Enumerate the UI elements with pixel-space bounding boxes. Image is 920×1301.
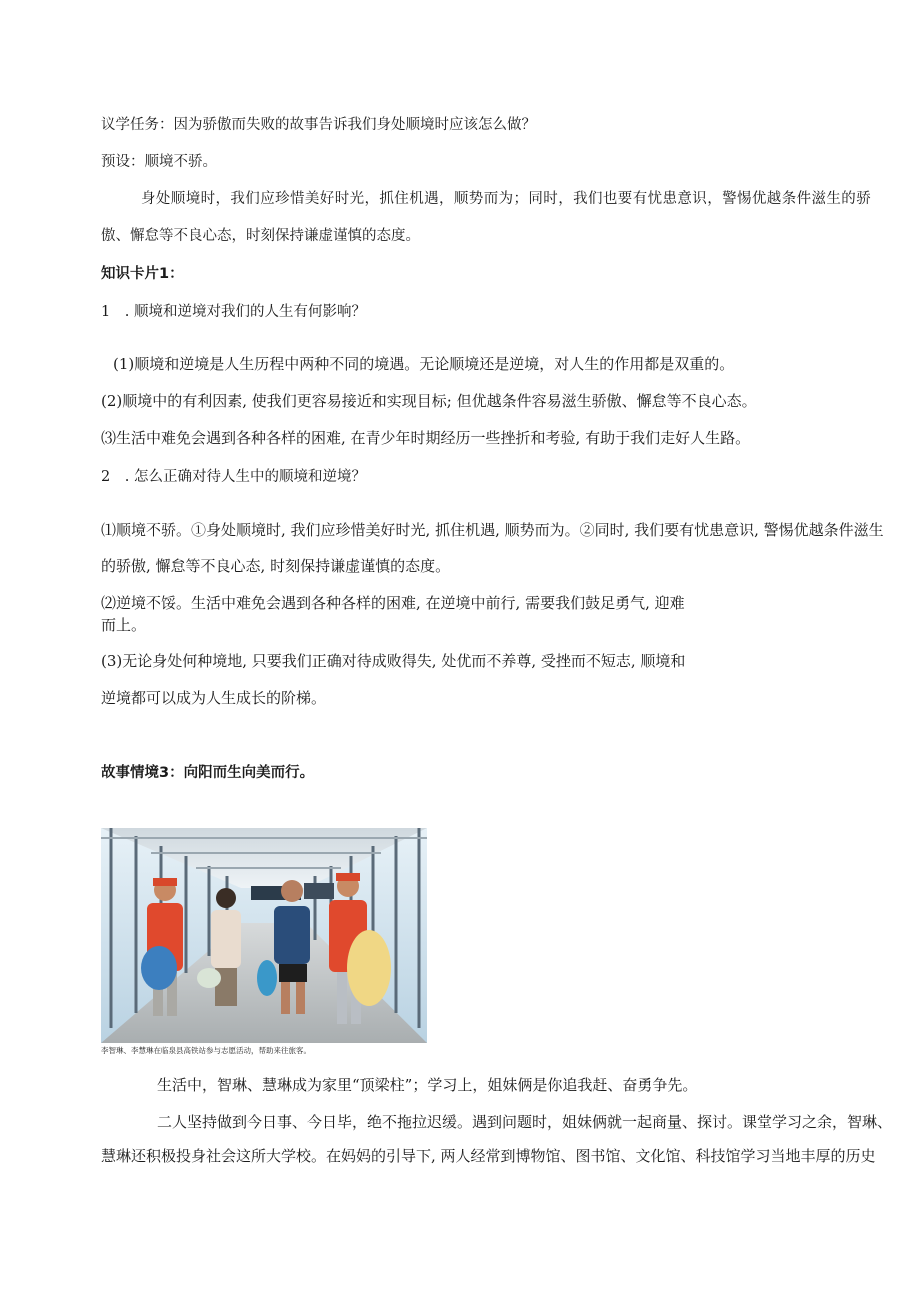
answer-line: (1)顺境和逆境是人生历程中两种不同的境遇。无论顺境还是逆境，对人生的作用都是双重的。 <box>113 355 735 373</box>
answer-line: ⑵逆境不馁。生活中难免会遇到各种各样的困难, 在逆境中前行, 需要我们鼓足勇气, 迎难 <box>101 594 685 612</box>
answer-line: ⑴顺境不骄。①身处顺境时, 我们应珍惜美好时光, 抓住机遇, 顺势而为。②同时, 我们要有忧患意识, 警惕优越条件滋生 <box>101 521 884 539</box>
paragraph-line: 身处顺境时，我们应珍惜美好时光，抓住机遇，顺势而为；同时，我们也要有忧患意识，警惕优越条件滋生的骄 <box>141 191 872 207</box>
answer-line: (3)无论身处何种境地, 只要我们正确对待成败得失, 处优而不养尊, 受挫而不短志, 顺境和 <box>101 652 686 670</box>
story-paragraph-line: 二人坚持做到今日事、今日毕，绝不拖拉迟缓。遇到问题时，姐妹俩就一起商量、探讨。课堂学习之余，智琳、 <box>157 1113 893 1131</box>
knowledge-card-title: 知识卡片1： <box>101 266 184 282</box>
photo-caption: 李智琳、李慧琳在临泉县高铁站参与志愿活动，帮助来往旅客。 <box>101 1046 311 1055</box>
task-line: 议学任务：因为骄傲而失败的故事告诉我们身处顺境时应该怎么做？ <box>101 117 536 133</box>
question-2: 2 . 怎么正确对待人生中的顺境和逆境？ <box>101 469 366 485</box>
story-title: 故事情境3：向阳而生向美而行。 <box>101 765 315 781</box>
paragraph-line: 傲、懈怠等不良心态，时刻保持谦虚谨慎的态度。 <box>101 228 420 244</box>
answer-line: 而上。 <box>101 616 147 634</box>
answer-line: ⑶生活中难免会遇到各种各样的困难, 在青少年时期经历一些挫折和考验, 有助于我们走好人生路。 <box>101 429 751 447</box>
story-paragraph-line: 慧琳还积极投身社会这所大学校。在妈妈的引导下, 两人经常到博物馆、图书馆、文化馆、科技馆学习当地丰厚的历史 <box>101 1147 876 1165</box>
answer-line: 逆境都可以成为人生成长的阶梯。 <box>101 689 327 707</box>
story-paragraph-line: 生活中，智琳、慧琳成为家里“顶梁柱”；学习上，姐妹俩是你追我赶、奋勇争先。 <box>157 1076 698 1094</box>
volunteers-photo <box>101 828 427 1043</box>
answer-line: 的骄傲, 懈怠等不良心态, 时刻保持谦虚谨慎的态度。 <box>101 557 451 575</box>
preset-line: 预设：顺境不骄。 <box>101 154 217 170</box>
answer-line: (2)顺境中的有利因素, 使我们更容易接近和实现目标; 但优越条件容易滋生骄傲、懈怠等不良心态。 <box>101 392 757 410</box>
question-1: 1 . 顺境和逆境对我们的人生有何影响？ <box>101 304 366 320</box>
